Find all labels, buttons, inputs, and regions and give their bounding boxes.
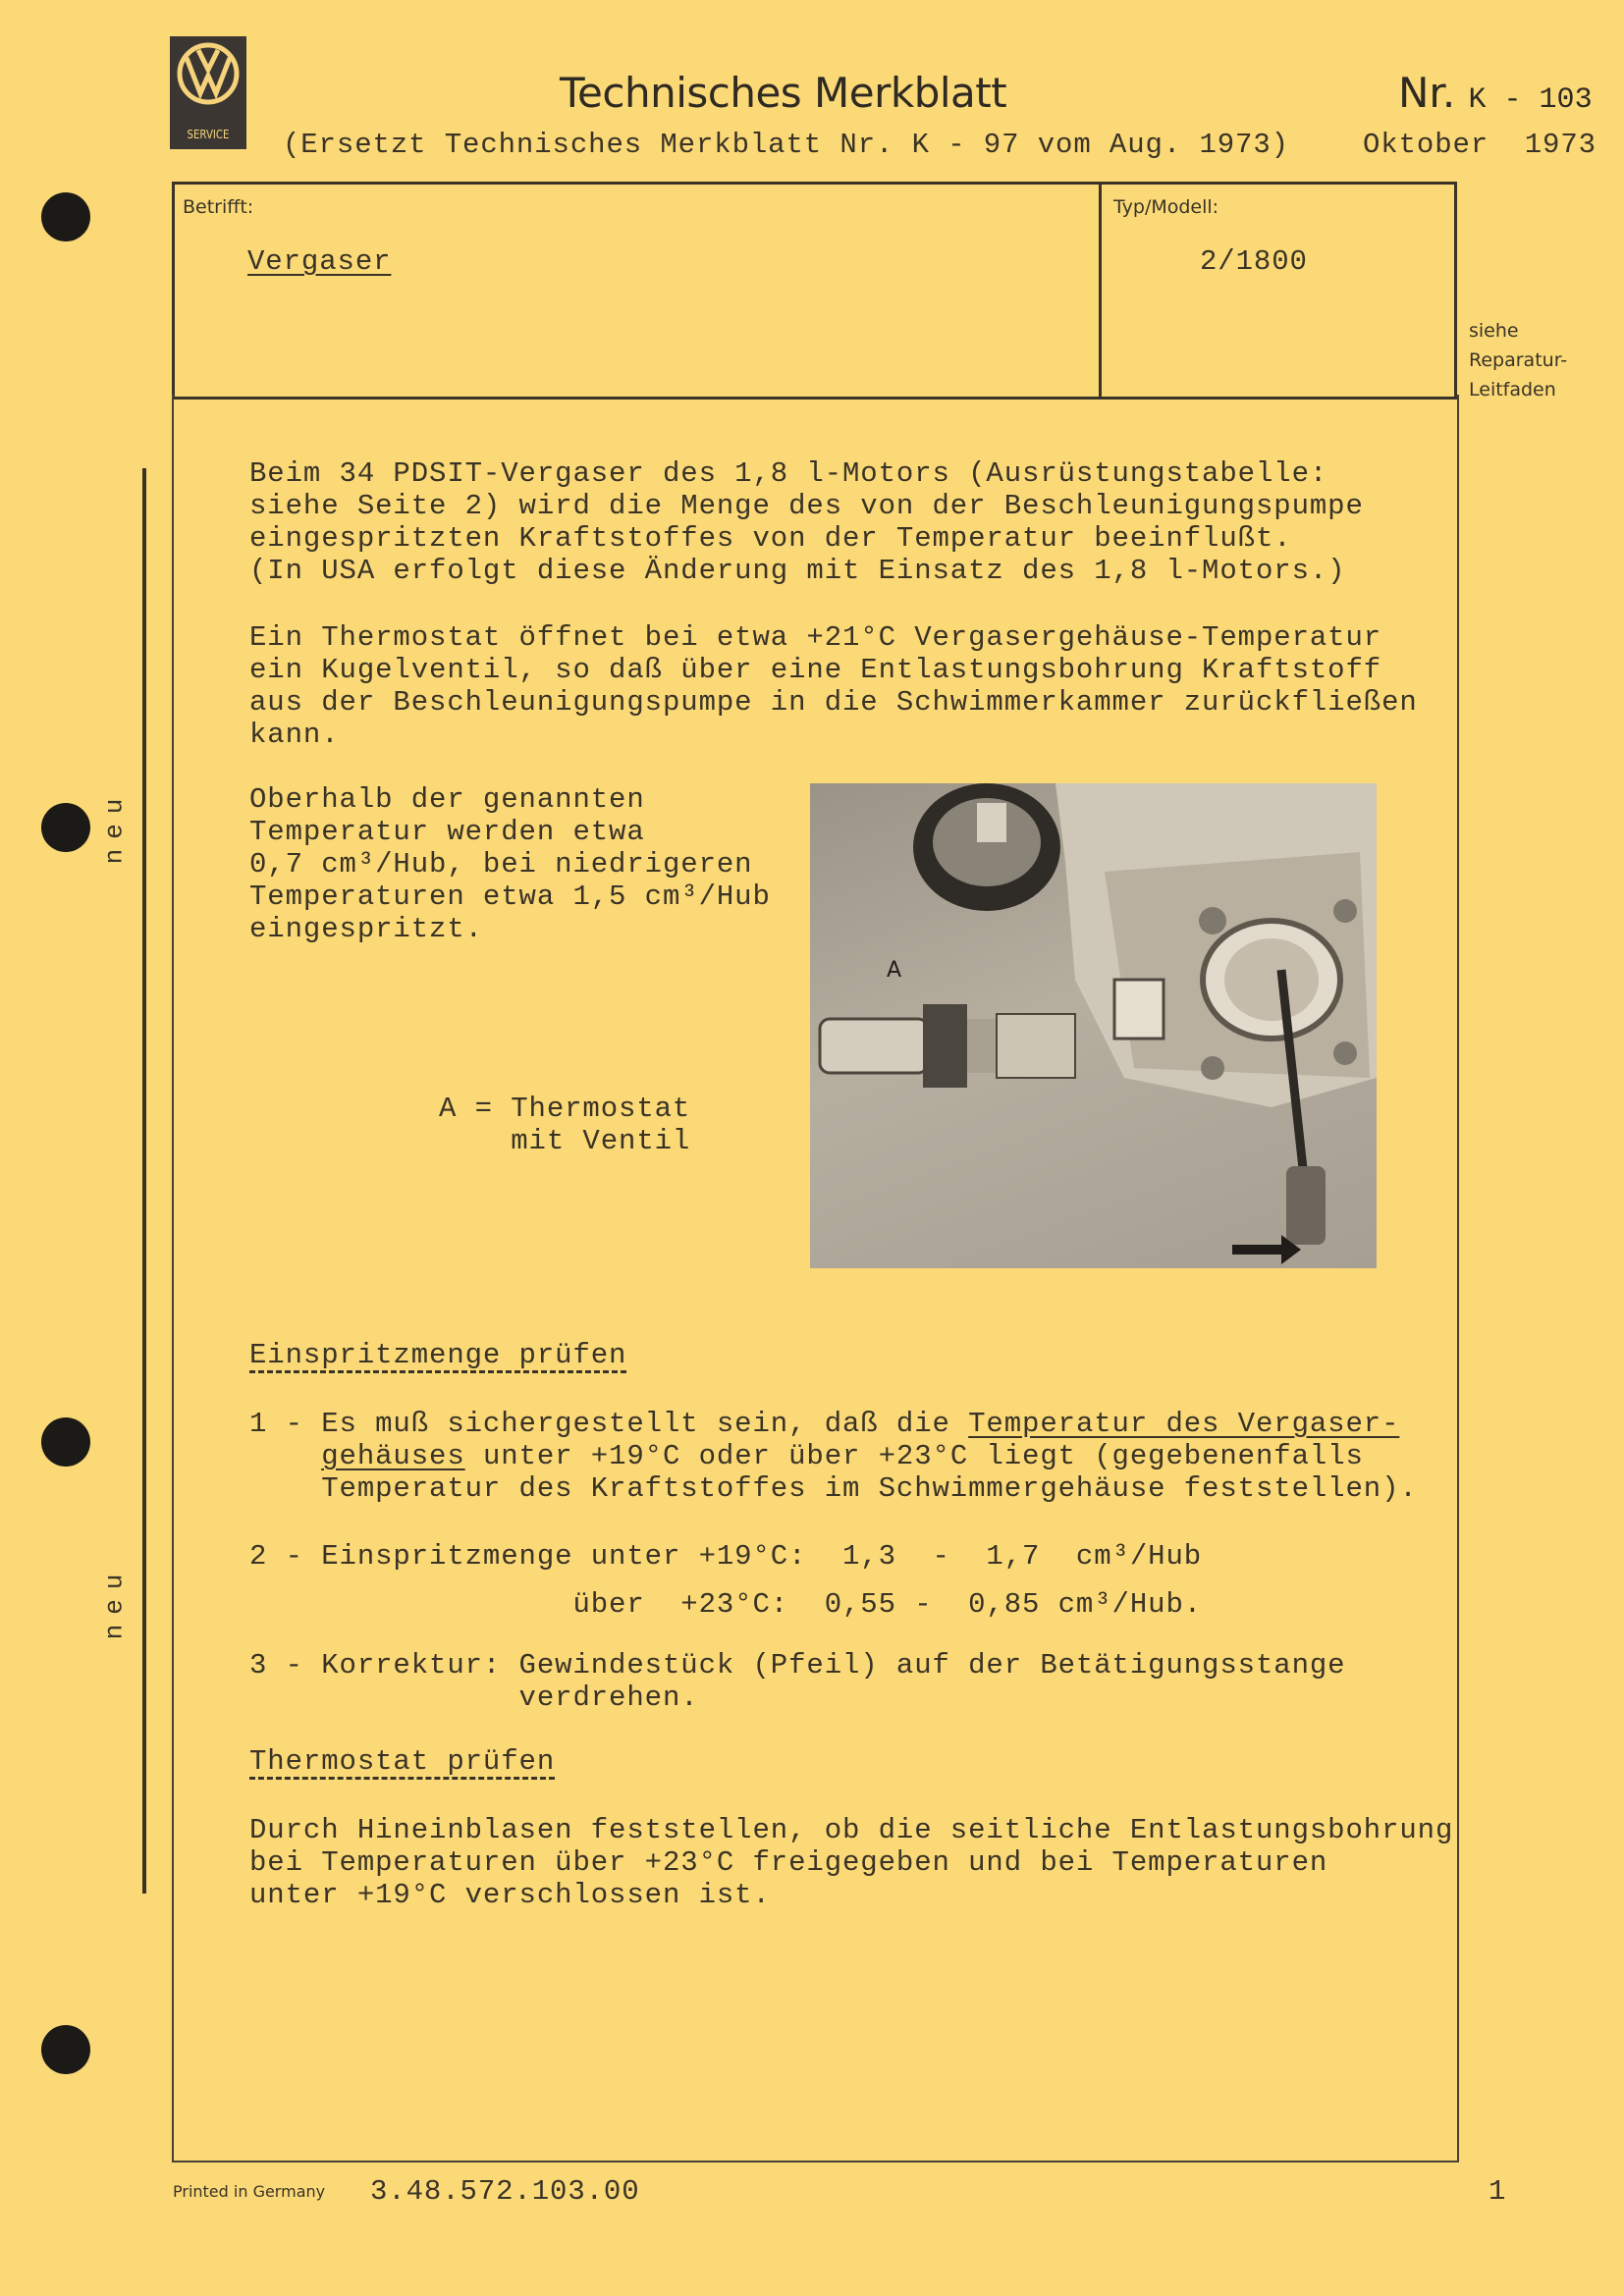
caption-line: mit Ventil xyxy=(439,1125,691,1157)
text-line: ein Kugelventil, so daß über eine Entlastungsbohrung Kraftstoff xyxy=(249,654,1382,686)
text-line: 2 - Einspritzmenge unter +19°C: 1,3 - 1,7 cm³/Hub xyxy=(249,1540,1203,1573)
text-line: eingespritzt. xyxy=(249,913,483,945)
text-segment: unter +19°C oder über +23°C liegt (gegebenenfalls xyxy=(464,1440,1364,1472)
page-number: 1 xyxy=(1489,2175,1507,2208)
section-title-thermostat: Thermostat prüfen xyxy=(249,1745,556,1778)
text-line: aus der Beschleunigungspumpe in die Schwimmerkammer zurückfließen xyxy=(249,686,1418,719)
betrifft-label: Betrifft: xyxy=(183,196,254,218)
nr-label: Nr. xyxy=(1398,69,1456,117)
text-line: Temperatur werden etwa xyxy=(249,816,645,848)
document-number xyxy=(1398,69,1593,117)
item-3 xyxy=(249,1649,1345,1714)
document-title: Technisches Merkblatt xyxy=(560,69,1007,117)
text-line: Durch Hineinblasen feststellen, ob die seitliche Entlastungsbohrung xyxy=(249,1814,1454,1846)
text-line: Temperaturen etwa 1,5 cm³/Hub xyxy=(249,881,771,913)
side-note-line: Leitfaden xyxy=(1469,379,1556,400)
box-divider xyxy=(1099,182,1102,397)
change-bar xyxy=(142,468,146,1894)
text-line: über +23°C: 0,55 - 0,85 cm³/Hub. xyxy=(249,1588,1203,1621)
text-line: (In USA erfolgt diese Änderung mit Einsatz des 1,8 l-Motors.) xyxy=(249,555,1346,587)
text-line: kann. xyxy=(249,719,340,751)
caption-line: A = Thermostat xyxy=(439,1093,691,1125)
vw-emblem-icon xyxy=(170,36,246,115)
side-note-line: Reparatur- xyxy=(1469,349,1568,371)
text-line: eingespritzten Kraftstoffes von der Temperatur beeinflußt. xyxy=(249,522,1292,555)
print-code: 3.48.572.103.00 xyxy=(370,2175,640,2208)
typ-value: 2/1800 xyxy=(1200,245,1308,278)
text-line xyxy=(249,1408,1418,1440)
carburetor-photo xyxy=(810,783,1377,1268)
text-line: Temperatur des Kraftstoffes im Schwimmergehäuse feststellen). xyxy=(249,1472,1418,1505)
margin-mark-neu: neu xyxy=(99,788,130,865)
punch-hole xyxy=(41,803,90,852)
text-line: verdrehen. xyxy=(249,1682,699,1714)
punch-hole xyxy=(41,2025,90,2074)
text-segment: 1 - Es muß sichergestellt sein, daß die xyxy=(249,1408,969,1440)
item-1 xyxy=(249,1408,1418,1505)
printed-in-germany: Printed in Germany xyxy=(173,2182,326,2201)
punch-hole xyxy=(41,1417,90,1467)
text-line: Oberhalb der genannten xyxy=(249,783,645,816)
figure-letter: A xyxy=(887,958,902,983)
text-line: unter +19°C verschlossen ist. xyxy=(249,1879,771,1911)
text-line: Beim 34 PDSIT-Vergaser des 1,8 l-Motors (Ausrüstungstabelle: xyxy=(249,457,1328,490)
text-line: bei Temperaturen über +23°C freigegeben und bei Temperaturen xyxy=(249,1846,1328,1879)
paragraph-2 xyxy=(249,621,1418,751)
text-line: siehe Seite 2) wird die Menge des von der Beschleunigungspumpe xyxy=(249,490,1364,522)
paragraph-3 xyxy=(249,783,771,945)
side-note xyxy=(1469,316,1567,404)
underlined-text: Temperatur des Vergaser- xyxy=(968,1408,1400,1440)
side-note-line: siehe xyxy=(1469,320,1519,342)
section-title-einspritzmenge: Einspritzmenge prüfen xyxy=(249,1339,627,1371)
margin-mark-neu: neu xyxy=(99,1564,130,1640)
indent xyxy=(249,1440,321,1472)
item-2 xyxy=(249,1532,1202,1629)
paragraph-4 xyxy=(249,1814,1453,1911)
issue-date: Oktober 1973 xyxy=(1363,129,1597,161)
vw-service-logo xyxy=(170,36,246,149)
nr-value: K - 103 xyxy=(1468,83,1593,117)
figure-caption xyxy=(439,1093,690,1157)
paragraph-1 xyxy=(249,457,1364,587)
text-line: 3 - Korrektur: Gewindestück (Pfeil) auf der Betätigungsstange xyxy=(249,1649,1346,1682)
carburetor-image xyxy=(810,783,1377,1268)
logo-text: SERVICE xyxy=(187,128,230,141)
betrifft-value: Vergaser xyxy=(247,245,392,278)
subject-box xyxy=(172,182,1457,400)
text-line: Ein Thermostat öffnet bei etwa +21°C Vergasergehäuse-Temperatur xyxy=(249,621,1382,654)
typ-label: Typ/Modell: xyxy=(1113,196,1219,218)
underlined-text: gehäuses xyxy=(321,1440,465,1472)
text-line xyxy=(249,1440,1418,1472)
text-line: 0,7 cm³/Hub, bei niedrigeren xyxy=(249,848,753,881)
replaces-note: (Ersetzt Technisches Merkblatt Nr. K - 97 vom Aug. 1973) xyxy=(283,129,1289,161)
punch-hole xyxy=(41,192,90,241)
